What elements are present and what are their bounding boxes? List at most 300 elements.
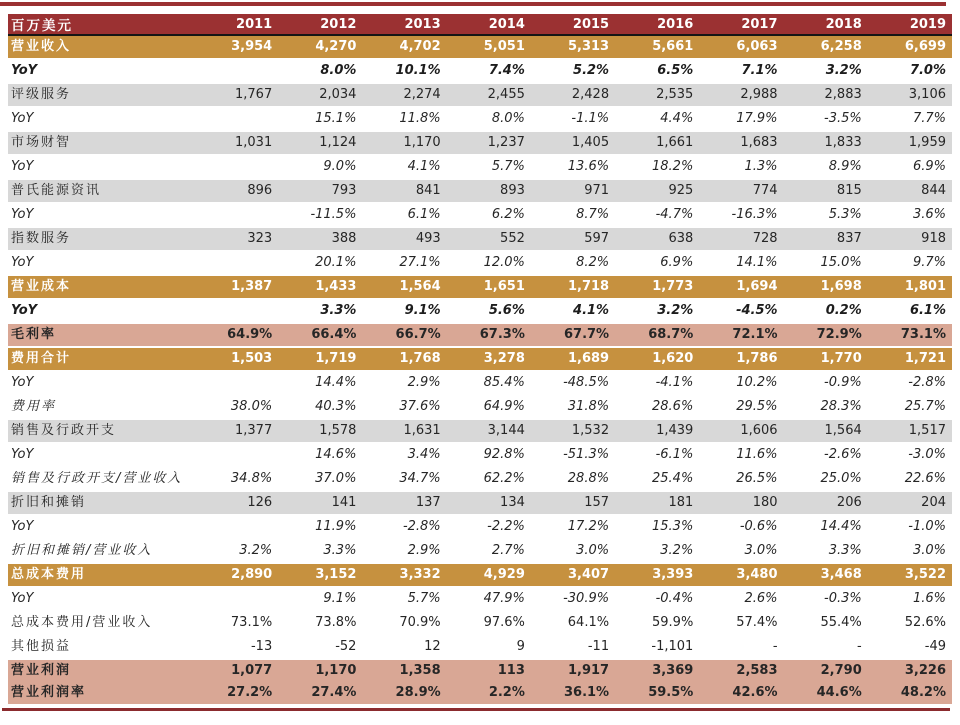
table-row	[8, 203, 952, 227]
cell-value: 1,773	[615, 275, 699, 299]
cell-value: 9.1%	[278, 587, 362, 611]
cell-value: 1,031	[194, 131, 278, 155]
cell-value: 1,606	[699, 419, 783, 443]
cell-value: 1,077	[194, 659, 278, 682]
row-label: 营业利润率	[8, 682, 194, 704]
cell-value: 1,719	[278, 347, 362, 371]
table-row	[8, 131, 952, 155]
cell-value: -3.5%	[784, 107, 868, 131]
cell-value: 6.9%	[615, 251, 699, 275]
bottom-rule	[2, 708, 950, 711]
table-row	[8, 347, 952, 371]
cell-value: 5,313	[531, 35, 615, 59]
cell-value: 12	[362, 635, 446, 659]
cell-value: -1.0%	[868, 515, 952, 539]
cell-value: 3.0%	[868, 539, 952, 563]
cell-value: 9	[447, 635, 531, 659]
cell-value: -16.3%	[699, 203, 783, 227]
cell-value: 8.2%	[531, 251, 615, 275]
table-row	[8, 682, 952, 704]
cell-value: 67.3%	[447, 323, 531, 347]
year-column-header: 2013	[362, 14, 446, 35]
row-label: 其他损益	[8, 635, 194, 659]
table-row	[8, 539, 952, 563]
cell-value: 28.9%	[362, 682, 446, 704]
cell-value: 2,034	[278, 83, 362, 107]
cell-value: 29.5%	[699, 395, 783, 419]
cell-value: 896	[194, 179, 278, 203]
table-row	[8, 251, 952, 275]
table-row	[8, 611, 952, 635]
table-row	[8, 395, 952, 419]
cell-value	[194, 251, 278, 275]
cell-value: -0.6%	[699, 515, 783, 539]
row-label: 营业利润	[8, 659, 194, 682]
cell-value: -	[784, 635, 868, 659]
row-label: 市场财智	[8, 131, 194, 155]
row-label: 折旧和摊销	[8, 491, 194, 515]
cell-value: 10.1%	[362, 59, 446, 83]
cell-value: 59.5%	[615, 682, 699, 704]
cell-value: 12.0%	[447, 251, 531, 275]
cell-value: 2.7%	[447, 539, 531, 563]
cell-value: 1,564	[362, 275, 446, 299]
table-row	[8, 155, 952, 179]
cell-value: 1,433	[278, 275, 362, 299]
cell-value: -49	[868, 635, 952, 659]
table-row	[8, 275, 952, 299]
cell-value: 2.9%	[362, 371, 446, 395]
cell-value: 2,890	[194, 563, 278, 587]
cell-value: 7.4%	[447, 59, 531, 83]
cell-value: 3.6%	[868, 203, 952, 227]
cell-value: 18.2%	[615, 155, 699, 179]
row-label: 总成本费用/营业收入	[8, 611, 194, 635]
cell-value: 3,393	[615, 563, 699, 587]
cell-value: 5.2%	[531, 59, 615, 83]
cell-value: 134	[447, 491, 531, 515]
table-row	[8, 491, 952, 515]
cell-value: 1,801	[868, 275, 952, 299]
cell-value: 52.6%	[868, 611, 952, 635]
cell-value: 5.7%	[447, 155, 531, 179]
table-header-row	[8, 14, 952, 35]
year-column-header: 2011	[194, 14, 278, 35]
cell-value: 137	[362, 491, 446, 515]
cell-value: 5.7%	[362, 587, 446, 611]
cell-value: 638	[615, 227, 699, 251]
cell-value: 918	[868, 227, 952, 251]
cell-value: 31.8%	[531, 395, 615, 419]
table-row	[8, 299, 952, 323]
cell-value: 206	[784, 491, 868, 515]
cell-value: 3.3%	[278, 299, 362, 323]
cell-value: 1,620	[615, 347, 699, 371]
cell-value: 15.0%	[784, 251, 868, 275]
unit-label-header: 百万美元	[8, 14, 194, 35]
cell-value: 5,051	[447, 35, 531, 59]
cell-value: -1.1%	[531, 107, 615, 131]
cell-value: 28.8%	[531, 467, 615, 491]
cell-value: 3.0%	[699, 539, 783, 563]
table-row	[8, 563, 952, 587]
cell-value: 67.7%	[531, 323, 615, 347]
cell-value: 815	[784, 179, 868, 203]
cell-value: 971	[531, 179, 615, 203]
cell-value: 793	[278, 179, 362, 203]
table-row	[8, 419, 952, 443]
financial-statement-table	[8, 14, 952, 704]
table-row	[8, 227, 952, 251]
table-row	[8, 179, 952, 203]
cell-value: -2.6%	[784, 443, 868, 467]
cell-value: 3,369	[615, 659, 699, 682]
cell-value: 6.2%	[447, 203, 531, 227]
cell-value: 3,332	[362, 563, 446, 587]
cell-value: 3,522	[868, 563, 952, 587]
cell-value: 27.2%	[194, 682, 278, 704]
cell-value: 323	[194, 227, 278, 251]
cell-value: 5,661	[615, 35, 699, 59]
cell-value: -0.3%	[784, 587, 868, 611]
cell-value: 1,564	[784, 419, 868, 443]
cell-value: 126	[194, 491, 278, 515]
cell-value: 28.6%	[615, 395, 699, 419]
cell-value: -6.1%	[615, 443, 699, 467]
cell-value	[194, 443, 278, 467]
cell-value: 2,583	[699, 659, 783, 682]
table-row	[8, 83, 952, 107]
row-label: 营业成本	[8, 275, 194, 299]
table-row	[8, 59, 952, 83]
cell-value: 73.1%	[194, 611, 278, 635]
cell-value: 1,237	[447, 131, 531, 155]
cell-value: 64.9%	[447, 395, 531, 419]
cell-value: 4,929	[447, 563, 531, 587]
cell-value: 44.6%	[784, 682, 868, 704]
cell-value: 6.9%	[868, 155, 952, 179]
row-label: 普氏能源资讯	[8, 179, 194, 203]
cell-value: 1,661	[615, 131, 699, 155]
cell-value	[194, 299, 278, 323]
cell-value: 3.3%	[278, 539, 362, 563]
table-row	[8, 323, 952, 347]
cell-value: 3,144	[447, 419, 531, 443]
row-label: 销售及行政开支/营业收入	[8, 467, 194, 491]
cell-value: 1,768	[362, 347, 446, 371]
cell-value: 11.8%	[362, 107, 446, 131]
cell-value: 0.2%	[784, 299, 868, 323]
table-row	[8, 635, 952, 659]
year-column-header: 2014	[447, 14, 531, 35]
cell-value: 92.8%	[447, 443, 531, 467]
cell-value: 11.9%	[278, 515, 362, 539]
cell-value: 85.4%	[447, 371, 531, 395]
cell-value: 36.1%	[531, 682, 615, 704]
cell-value: 6.1%	[362, 203, 446, 227]
cell-value: -2.2%	[447, 515, 531, 539]
cell-value: 1,721	[868, 347, 952, 371]
cell-value: 8.0%	[447, 107, 531, 131]
cell-value: -4.1%	[615, 371, 699, 395]
cell-value: 1,439	[615, 419, 699, 443]
cell-value: 552	[447, 227, 531, 251]
cell-value: 6.1%	[868, 299, 952, 323]
cell-value: 1,959	[868, 131, 952, 155]
cell-value: 1,833	[784, 131, 868, 155]
cell-value: 1,694	[699, 275, 783, 299]
cell-value: 1,405	[531, 131, 615, 155]
cell-value: 3.2%	[615, 299, 699, 323]
cell-value: 4,702	[362, 35, 446, 59]
cell-value: 72.9%	[784, 323, 868, 347]
cell-value: 62.2%	[447, 467, 531, 491]
cell-value: 25.0%	[784, 467, 868, 491]
cell-value: 3,468	[784, 563, 868, 587]
cell-value: 42.6%	[699, 682, 783, 704]
cell-value: 180	[699, 491, 783, 515]
cell-value: 48.2%	[868, 682, 952, 704]
cell-value: -	[699, 635, 783, 659]
cell-value: 3,480	[699, 563, 783, 587]
cell-value: 1,170	[362, 131, 446, 155]
cell-value: 1,689	[531, 347, 615, 371]
cell-value: -13	[194, 635, 278, 659]
cell-value	[194, 155, 278, 179]
cell-value: 34.7%	[362, 467, 446, 491]
cell-value: 893	[447, 179, 531, 203]
cell-value: 3.0%	[531, 539, 615, 563]
cell-value: 1,517	[868, 419, 952, 443]
row-label: 费用合计	[8, 347, 194, 371]
cell-value: 1,377	[194, 419, 278, 443]
cell-value: -48.5%	[531, 371, 615, 395]
year-column-header: 2017	[699, 14, 783, 35]
cell-value: 113	[447, 659, 531, 682]
cell-value: 1,767	[194, 83, 278, 107]
cell-value: 181	[615, 491, 699, 515]
cell-value: 3.2%	[194, 539, 278, 563]
cell-value: 66.7%	[362, 323, 446, 347]
cell-value: 3,407	[531, 563, 615, 587]
cell-value: -30.9%	[531, 587, 615, 611]
year-column-header: 2016	[615, 14, 699, 35]
cell-value: 64.9%	[194, 323, 278, 347]
table-row	[8, 515, 952, 539]
cell-value: 841	[362, 179, 446, 203]
table-row	[8, 371, 952, 395]
cell-value: 3.2%	[615, 539, 699, 563]
row-label: YoY	[8, 587, 194, 611]
cell-value: -1,101	[615, 635, 699, 659]
cell-value: 7.7%	[868, 107, 952, 131]
cell-value: 17.9%	[699, 107, 783, 131]
cell-value: 925	[615, 179, 699, 203]
row-label: 营业收入	[8, 35, 194, 59]
cell-value: 6,063	[699, 35, 783, 59]
cell-value: 6,699	[868, 35, 952, 59]
cell-value: 388	[278, 227, 362, 251]
cell-value: 27.1%	[362, 251, 446, 275]
cell-value: 1,786	[699, 347, 783, 371]
cell-value: 8.0%	[278, 59, 362, 83]
table-row	[8, 659, 952, 682]
cell-value: 3,226	[868, 659, 952, 682]
cell-value: -0.9%	[784, 371, 868, 395]
cell-value: -52	[278, 635, 362, 659]
cell-value: 68.7%	[615, 323, 699, 347]
row-label: YoY	[8, 443, 194, 467]
row-label: 指数服务	[8, 227, 194, 251]
cell-value: 70.9%	[362, 611, 446, 635]
cell-value: -11	[531, 635, 615, 659]
cell-value: 3.3%	[784, 539, 868, 563]
cell-value: 1,683	[699, 131, 783, 155]
row-label: 折旧和摊销/营业收入	[8, 539, 194, 563]
cell-value: 8.9%	[784, 155, 868, 179]
cell-value: 37.6%	[362, 395, 446, 419]
cell-value: 73.8%	[278, 611, 362, 635]
row-label: 总成本费用	[8, 563, 194, 587]
cell-value: 2.6%	[699, 587, 783, 611]
cell-value: 9.1%	[362, 299, 446, 323]
cell-value: 17.2%	[531, 515, 615, 539]
cell-value: 4.1%	[531, 299, 615, 323]
row-label: YoY	[8, 107, 194, 131]
cell-value: 64.1%	[531, 611, 615, 635]
cell-value: 55.4%	[784, 611, 868, 635]
table-row	[8, 587, 952, 611]
cell-value: 15.3%	[615, 515, 699, 539]
cell-value: 1,651	[447, 275, 531, 299]
cell-value: 204	[868, 491, 952, 515]
row-label: 毛利率	[8, 323, 194, 347]
row-label: YoY	[8, 155, 194, 179]
cell-value: 38.0%	[194, 395, 278, 419]
cell-value: 2,535	[615, 83, 699, 107]
cell-value: 4.4%	[615, 107, 699, 131]
cell-value: 8.7%	[531, 203, 615, 227]
cell-value: 57.4%	[699, 611, 783, 635]
cell-value: 14.1%	[699, 251, 783, 275]
cell-value: -4.5%	[699, 299, 783, 323]
cell-value: 25.7%	[868, 395, 952, 419]
cell-value: 22.6%	[868, 467, 952, 491]
cell-value: 13.6%	[531, 155, 615, 179]
cell-value: 2,988	[699, 83, 783, 107]
cell-value: 9.0%	[278, 155, 362, 179]
cell-value: 5.3%	[784, 203, 868, 227]
cell-value: 20.1%	[278, 251, 362, 275]
cell-value: 1,698	[784, 275, 868, 299]
cell-value: 728	[699, 227, 783, 251]
cell-value: 493	[362, 227, 446, 251]
cell-value: 1.3%	[699, 155, 783, 179]
cell-value	[194, 587, 278, 611]
cell-value: 2,428	[531, 83, 615, 107]
cell-value: 1,358	[362, 659, 446, 682]
cell-value: 7.0%	[868, 59, 952, 83]
cell-value: -11.5%	[278, 203, 362, 227]
cell-value: 26.5%	[699, 467, 783, 491]
cell-value: 59.9%	[615, 611, 699, 635]
cell-value: 2,455	[447, 83, 531, 107]
cell-value: 3,152	[278, 563, 362, 587]
cell-value: 10.2%	[699, 371, 783, 395]
cell-value: 1,578	[278, 419, 362, 443]
cell-value: -51.3%	[531, 443, 615, 467]
cell-value: 72.1%	[699, 323, 783, 347]
cell-value: 34.8%	[194, 467, 278, 491]
cell-value	[194, 515, 278, 539]
cell-value: 3,106	[868, 83, 952, 107]
cell-value: 2,274	[362, 83, 446, 107]
cell-value	[194, 371, 278, 395]
row-label: 评级服务	[8, 83, 194, 107]
year-column-header: 2012	[278, 14, 362, 35]
year-column-header: 2018	[784, 14, 868, 35]
cell-value: 14.4%	[278, 371, 362, 395]
cell-value: 97.6%	[447, 611, 531, 635]
cell-value: 5.6%	[447, 299, 531, 323]
table-row	[8, 35, 952, 59]
top-rule	[0, 2, 946, 6]
cell-value: 4,270	[278, 35, 362, 59]
cell-value	[194, 107, 278, 131]
cell-value: 2.2%	[447, 682, 531, 704]
row-label: 费用率	[8, 395, 194, 419]
cell-value	[194, 59, 278, 83]
cell-value: 1,770	[784, 347, 868, 371]
cell-value: 597	[531, 227, 615, 251]
cell-value: 11.6%	[699, 443, 783, 467]
cell-value: 1,170	[278, 659, 362, 682]
cell-value: 1.6%	[868, 587, 952, 611]
cell-value: 157	[531, 491, 615, 515]
row-label: YoY	[8, 251, 194, 275]
cell-value: -2.8%	[868, 371, 952, 395]
cell-value: 774	[699, 179, 783, 203]
cell-value: 1,124	[278, 131, 362, 155]
cell-value: 2,790	[784, 659, 868, 682]
cell-value: 14.6%	[278, 443, 362, 467]
cell-value: 40.3%	[278, 395, 362, 419]
cell-value: 9.7%	[868, 251, 952, 275]
cell-value: -3.0%	[868, 443, 952, 467]
row-label: 销售及行政开支	[8, 419, 194, 443]
cell-value: 1,387	[194, 275, 278, 299]
cell-value: -2.8%	[362, 515, 446, 539]
table-row	[8, 443, 952, 467]
cell-value: 25.4%	[615, 467, 699, 491]
cell-value: -4.7%	[615, 203, 699, 227]
cell-value: 844	[868, 179, 952, 203]
row-label: YoY	[8, 299, 194, 323]
cell-value: 27.4%	[278, 682, 362, 704]
row-label: YoY	[8, 203, 194, 227]
row-label: YoY	[8, 59, 194, 83]
cell-value: 28.3%	[784, 395, 868, 419]
cell-value: 1,631	[362, 419, 446, 443]
year-column-header: 2015	[531, 14, 615, 35]
cell-value: 2.9%	[362, 539, 446, 563]
year-column-header: 2019	[868, 14, 952, 35]
cell-value: 837	[784, 227, 868, 251]
cell-value: 3.4%	[362, 443, 446, 467]
table-row	[8, 467, 952, 491]
cell-value: 66.4%	[278, 323, 362, 347]
cell-value: 6.5%	[615, 59, 699, 83]
